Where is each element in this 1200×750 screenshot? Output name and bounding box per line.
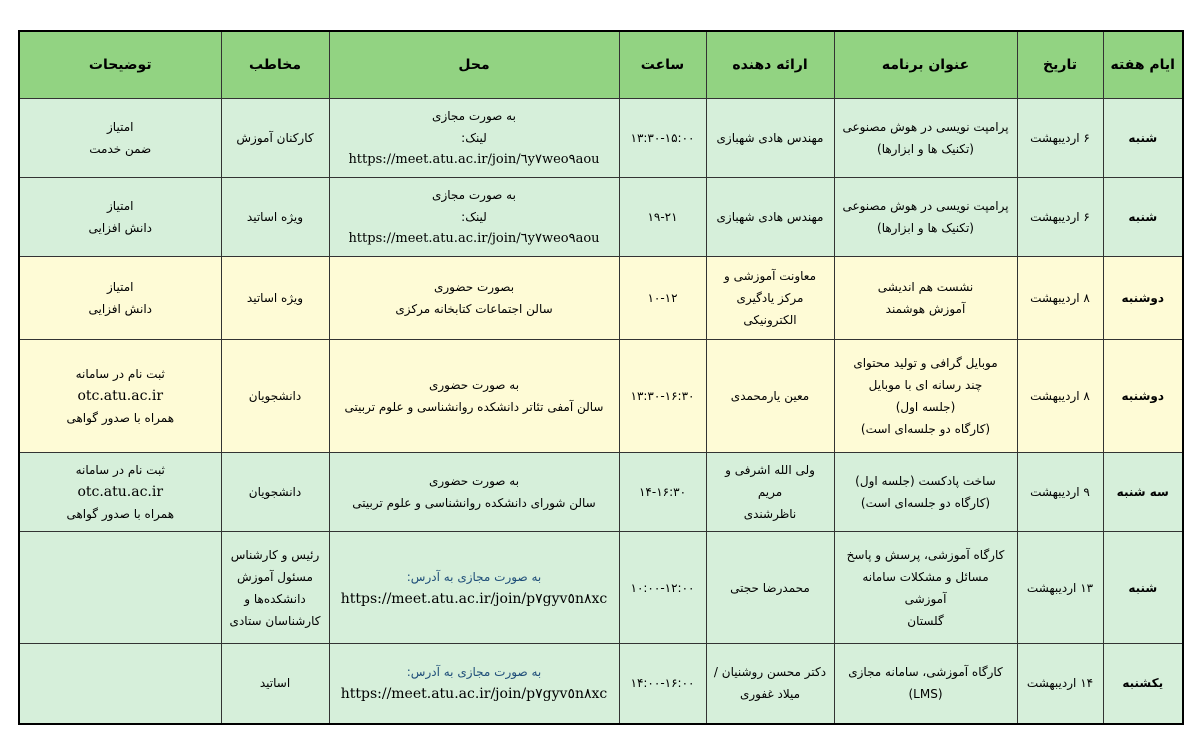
header-audience: مخاطب	[221, 31, 329, 99]
cell-date: ۶ اردیبهشت	[1017, 99, 1103, 178]
audience-line: کارکنان آموزش	[236, 131, 314, 145]
notes-line: امتیاز	[107, 280, 134, 294]
cell-notes	[19, 257, 221, 340]
cell-day: دوشنبه	[1103, 340, 1183, 453]
header-date: تاریخ	[1017, 31, 1103, 99]
cell-presenter	[706, 532, 834, 644]
presenter-line: مهندس هادی شهبازی	[716, 210, 824, 224]
schedule-table	[18, 30, 1184, 725]
cell-day: شنبه	[1103, 178, 1183, 257]
cell-date: ۱۳ اردیبهشت	[1017, 532, 1103, 644]
cell-day: سه شنبه	[1103, 453, 1183, 532]
location-line: به صورت مجازی	[432, 188, 516, 202]
cell-audience	[221, 257, 329, 340]
cell-notes	[19, 532, 221, 644]
cell-audience	[221, 532, 329, 644]
cell-day: دوشنبه	[1103, 257, 1183, 340]
cell-audience	[221, 453, 329, 532]
notes-line: ضمن خدمت	[89, 142, 152, 156]
cell-day: شنبه	[1103, 99, 1183, 178]
cell-location	[329, 644, 619, 724]
presenter-line: الکترونیکی	[743, 313, 797, 327]
cell-presenter	[706, 340, 834, 453]
title-line: (تکنیک ها و ابزارها)	[877, 142, 974, 156]
title-line: (کارگاه دو جلسه‌ای است)	[860, 422, 991, 436]
table-row	[19, 340, 1183, 453]
audience-line: کارشناسان ستادی	[229, 613, 321, 628]
location-line: لینک:	[461, 131, 487, 145]
table-row	[19, 178, 1183, 257]
cell-time: ۱۰-۱۲	[619, 257, 706, 340]
title-line: پرامپت نویسی در هوش مصنوعی	[842, 120, 1009, 134]
cell-title	[834, 532, 1017, 644]
cell-date: ۹ اردیبهشت	[1017, 453, 1103, 532]
location-line: بصورت حضوری	[433, 280, 515, 294]
cell-date: ۸ اردیبهشت	[1017, 340, 1103, 453]
cell-date: ۶ اردیبهشت	[1017, 178, 1103, 257]
cell-notes	[19, 453, 221, 532]
location-line: سالن اجتماعات کتابخانه مرکزی	[395, 302, 553, 316]
cell-location	[329, 340, 619, 453]
audience-line: دانشکده‌ها و	[244, 591, 306, 606]
location-line: به صورت مجازی به آدرس:	[406, 665, 542, 680]
location-line: به صورت مجازی به آدرس:	[406, 569, 542, 584]
presenter-line: ناظرشندی	[743, 507, 797, 521]
location-line: سالن شورای دانشکده روانشناسی و علوم تربیتی	[352, 496, 596, 510]
location-line: به صورت حضوری	[428, 378, 520, 392]
location-line: لینک:	[461, 210, 487, 224]
presenter-line: دکتر محسن روشنیان /	[713, 665, 827, 680]
cell-notes	[19, 340, 221, 453]
cell-time: ۱۰:۰۰-۱۲:۰۰	[619, 532, 706, 644]
table-row	[19, 99, 1183, 178]
title-line: (تکنیک ها و ابزارها)	[877, 221, 974, 235]
cell-day: یکشنبه	[1103, 644, 1183, 724]
header-day: ایام هفته	[1103, 31, 1183, 99]
cell-location	[329, 453, 619, 532]
cell-location	[329, 178, 619, 257]
header-row	[19, 31, 1183, 99]
title-line: (جلسه اول)	[895, 400, 956, 414]
cell-notes	[19, 178, 221, 257]
title-line: پرامپت نویسی در هوش مصنوعی	[842, 199, 1009, 213]
cell-time: ۱۴:۰۰-۱۶:۰۰	[619, 644, 706, 724]
presenter-line: محمدرضا حجتی	[730, 580, 810, 595]
cell-audience	[221, 99, 329, 178]
cell-presenter	[706, 644, 834, 724]
audience-line: اساتید	[259, 676, 291, 691]
table-row	[19, 453, 1183, 532]
cell-presenter	[706, 257, 834, 340]
cell-audience	[221, 644, 329, 724]
title-line: کارگاه آموزشی، سامانه مجازی	[848, 665, 1003, 680]
presenter-line: معاونت آموزشی و	[723, 269, 817, 283]
audience-line: ویژه اساتید	[246, 210, 304, 224]
cell-audience	[221, 178, 329, 257]
title-line: چند رسانه ای با موبایل	[868, 378, 983, 392]
cell-title	[834, 340, 1017, 453]
registration-link[interactable]: otc.atu.ac.ir	[77, 388, 164, 404]
header-notes: توضیحات	[19, 31, 221, 99]
cell-presenter	[706, 99, 834, 178]
cell-audience	[221, 340, 329, 453]
cell-title	[834, 453, 1017, 532]
cell-day: شنبه	[1103, 532, 1183, 644]
presenter-line: معین یارمحمدی	[730, 389, 810, 403]
cell-date: ۸ اردیبهشت	[1017, 257, 1103, 340]
cell-title	[834, 644, 1017, 724]
presenter-line: ولی الله اشرفی و مریم	[725, 463, 815, 499]
audience-line: مسئول آموزش	[237, 569, 313, 584]
cell-title	[834, 178, 1017, 257]
cell-time: ۱۴-۱۶:۳۰	[619, 453, 706, 532]
audience-line: ویژه اساتید	[246, 291, 304, 305]
meeting-link[interactable]: https://meet.atu.ac.ir/join/p٧gyv٥n٨xc	[340, 590, 608, 607]
audience-line: دانشجویان	[248, 485, 302, 499]
cell-presenter	[706, 453, 834, 532]
notes-line: ثبت نام در سامانه	[75, 367, 165, 381]
cell-location	[329, 99, 619, 178]
header-title: عنوان برنامه	[834, 31, 1017, 99]
cell-title	[834, 99, 1017, 178]
table-row	[19, 644, 1183, 724]
cell-time: ۱۹-۲۱	[619, 178, 706, 257]
title-line: کارگاه آموزشی، پرسش و پاسخ	[846, 547, 1005, 562]
table-row	[19, 257, 1183, 340]
title-line: مسائل و مشکلات سامانه آموزشی	[862, 569, 989, 606]
title-line: گلستان	[907, 613, 944, 628]
presenter-line: میلاد غفوری	[739, 687, 801, 702]
cell-location	[329, 257, 619, 340]
location-line: به صورت حضوری	[428, 474, 520, 488]
cell-notes	[19, 99, 221, 178]
title-line: نشست هم اندیشی	[877, 280, 974, 294]
location-line: سالن آمفی تئاتر دانشکده روانشناسی و علوم تربیتی	[344, 400, 604, 414]
meeting-link[interactable]: https://meet.atu.ac.ir/join/٦y٧weo٩aou	[348, 231, 600, 246]
title-line: (کارگاه دو جلسه‌ای است)	[860, 496, 991, 510]
notes-line: دانش افزایی	[88, 302, 152, 316]
title-line: آموزش هوشمند	[885, 302, 966, 316]
location-line: به صورت مجازی	[432, 109, 516, 123]
meeting-link[interactable]: https://meet.atu.ac.ir/join/p٧gyv٥n٨xc	[340, 686, 608, 703]
notes-line: همراه با صدور گواهی	[66, 507, 175, 521]
cell-location	[329, 532, 619, 644]
notes-line: امتیاز	[107, 120, 134, 134]
audience-line: رئیس و کارشناس	[230, 547, 320, 562]
registration-link[interactable]: otc.atu.ac.ir	[77, 484, 164, 500]
header-presenter: ارائه دهنده	[706, 31, 834, 99]
audience-line: دانشجویان	[248, 389, 302, 403]
header-location: محل	[329, 31, 619, 99]
cell-time: ۱۳:۳۰-۱۵:۰۰	[619, 99, 706, 178]
title-line: ساخت پادکست (جلسه اول)	[855, 474, 996, 488]
header-time: ساعت	[619, 31, 706, 99]
presenter-line: مرکز یادگیری	[736, 291, 804, 305]
table-row	[19, 532, 1183, 644]
cell-notes	[19, 644, 221, 724]
presenter-line: مهندس هادی شهبازی	[716, 131, 824, 145]
cell-title	[834, 257, 1017, 340]
notes-line: دانش افزایی	[88, 221, 152, 235]
cell-presenter	[706, 178, 834, 257]
cell-date: ۱۴ اردیبهشت	[1017, 644, 1103, 724]
title-line: (LMS)	[908, 687, 943, 702]
notes-line: ثبت نام در سامانه	[75, 463, 165, 477]
title-line: موبایل گرافی و تولید محتوای	[853, 356, 998, 370]
cell-time: ۱۳:۳۰-۱۶:۳۰	[619, 340, 706, 453]
notes-line: امتیاز	[107, 199, 134, 213]
notes-line: همراه با صدور گواهی	[66, 411, 175, 425]
meeting-link[interactable]: https://meet.atu.ac.ir/join/٦y٧weo٩aou	[348, 152, 600, 167]
